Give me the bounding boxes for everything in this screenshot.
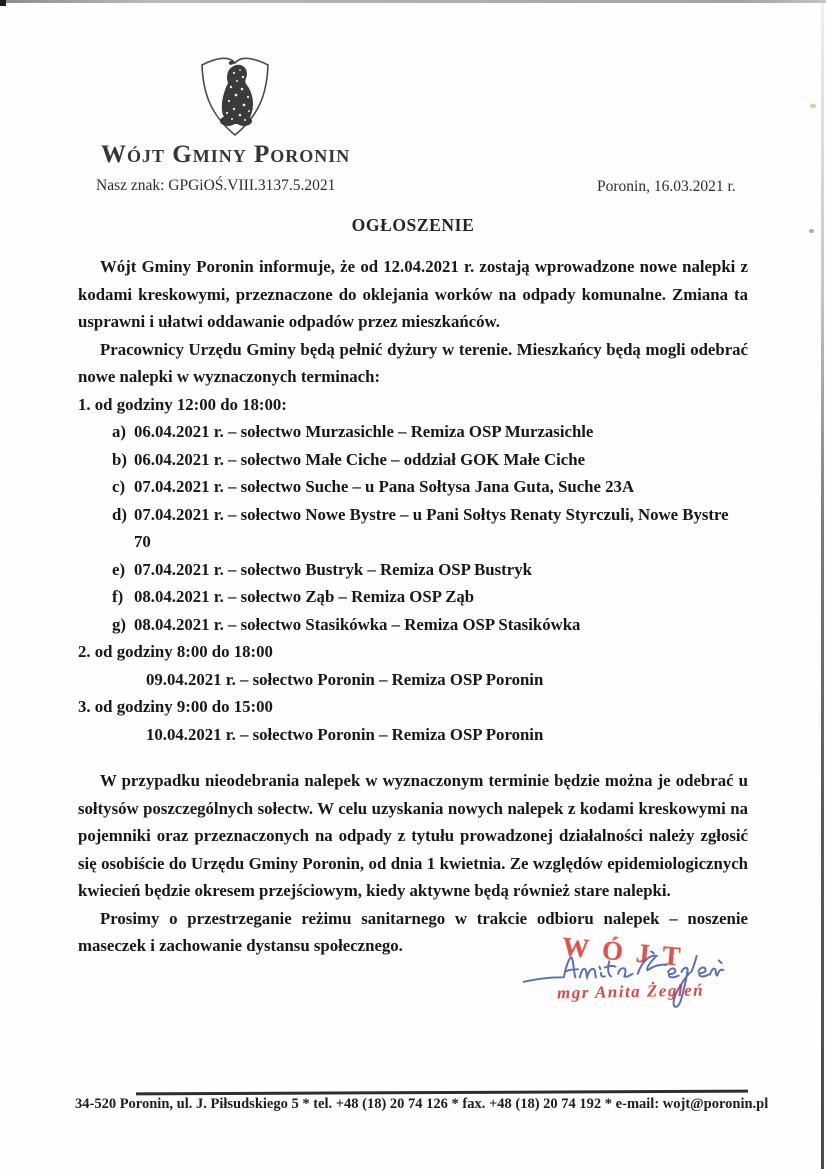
paragraph-pickup-info: W przypadku nieodebrania nalepek w wyznaczonym terminie będzie można je odebrać u sołtysów poszczególnych sołectw. W celu uzyskania nowych nalepek z kodami kreskowymi na pojemniki oraz przeznaczonych na odpady z tytułu prowadzonej działalności należy zgłosić się osobiście do Urzędu Gminy Poronin, od dnia 1 kwietnia. Ze względów epidemiologicznych kwiecień będzie okresem przejściowym, kiedy aktywne będą również stare nalepki.	[78, 771, 748, 900]
item-text: 06.04.2021 r. – sołectwo Murzasichle – Remiza OSP Murzasichle	[134, 422, 594, 441]
item-letter: d)	[112, 504, 127, 524]
schedule-group-1	[78, 391, 748, 639]
document-title: OGŁOSZENIE	[351, 215, 475, 235]
schedule-heading: 3. od godziny 9:00 do 15:00	[78, 697, 273, 716]
schedule-heading: 1. od godziny 12:00 do 18:00:	[78, 394, 287, 414]
item-text: 08.04.2021 r. – sołectwo Ząb – Remiza OSP Ząb	[134, 587, 475, 606]
schedule-group-2	[78, 638, 748, 693]
item-letter: e)	[112, 559, 126, 579]
schedule-item	[78, 446, 748, 474]
schedule-item	[78, 583, 748, 611]
mayor-stamp-title: WÓJT	[560, 931, 695, 973]
item-text: 08.04.2021 r. – sołectwo Stasikówka – Remiza OSP Stasikówka	[134, 614, 581, 634]
scan-artifact-corner-mark	[0, 0, 6, 6]
paragraph-intro: Wójt Gminy Poronin informuje, że od 12.04.2021 r. zostają wprowadzone nowe nalepki z kodami kreskowymi, przeznaczone do oklejania worków na odpady komunalne. Zmiana ta usprawni i ułatwi oddawanie odpadów przez mieszkańców.	[78, 257, 748, 331]
item-text: 07.04.2021 r. – sołectwo Suche – u Pana Sołtysa Jana Guta, Suche 23A	[134, 477, 635, 496]
item-text: 06.04.2021 r. – sołectwo Małe Ciche – oddział GOK Małe Ciche	[134, 449, 586, 469]
item-letter: c)	[112, 477, 126, 496]
item-text: 10.04.2021 r. – sołectwo Poronin – Remiza OSP Poronin	[146, 724, 544, 744]
paragraph-sanitary-note: Prosimy o przestrzeganie reżimu sanitarnego w trakcie odbioru nalepek – noszenie maseczek i zachowanie dystansu społecznego.	[78, 908, 748, 955]
mayor-stamp-name: mgr Anita Żegleń	[556, 980, 705, 1003]
schedule-item	[78, 611, 748, 639]
document-body	[78, 212, 748, 960]
schedule-item	[78, 473, 748, 501]
schedule-item	[78, 721, 748, 749]
schedule-heading: 2. od godziny 8:00 do 18:00	[78, 642, 273, 661]
item-text: 07.04.2021 r. – sołectwo Nowe Bystre – u Pani Sołtys Renaty Styrczuli, Nowe Bystre 70	[134, 504, 729, 551]
item-letter: g)	[112, 614, 126, 634]
footer-contact-line: 34-520 Poronin, ul. J. Piłsudskiego 5 * tel. +48 (18) 20 74 126 * fax. +48 (18) 20 74 192 * e-mail: wojt@poronin.pl	[75, 1096, 769, 1112]
schedule-group-3	[78, 693, 748, 748]
item-text: 09.04.2021 r. – sołectwo Poronin – Remiza OSP Poronin	[146, 669, 544, 689]
schedule-item	[78, 501, 748, 556]
footer-divider	[136, 1090, 748, 1096]
item-text: 07.04.2021 r. – sołectwo Bustryk – Remiza OSP Bustryk	[134, 559, 532, 579]
item-letter: f)	[112, 587, 124, 606]
schedule-item	[78, 556, 748, 584]
place-and-date: Poronin, 16.03.2021 r.	[597, 178, 736, 195]
scan-artifact-speck	[809, 229, 814, 233]
scan-artifact-right-edge	[821, 0, 824, 1169]
scan-artifact-speck	[810, 104, 816, 108]
schedule-item	[78, 418, 748, 446]
item-letter: b)	[112, 449, 127, 469]
coat-of-arms-icon	[194, 53, 276, 139]
paragraph-duty-info: Pracownicy Urzędu Gminy będą pełnić dyżury w terenie. Mieszkańcy będą mogli odebrać nowe nalepki w wyznaczonych terminach:	[78, 339, 748, 386]
reference-number: Nasz znak: GPGiOŚ.VIII.3137.5.2021	[96, 177, 336, 194]
schedule-item	[78, 666, 748, 694]
scan-artifact-top-edge	[0, 0, 826, 3]
item-letter: a)	[112, 422, 126, 441]
office-title: Wójt Gminy Poronin	[101, 141, 351, 168]
